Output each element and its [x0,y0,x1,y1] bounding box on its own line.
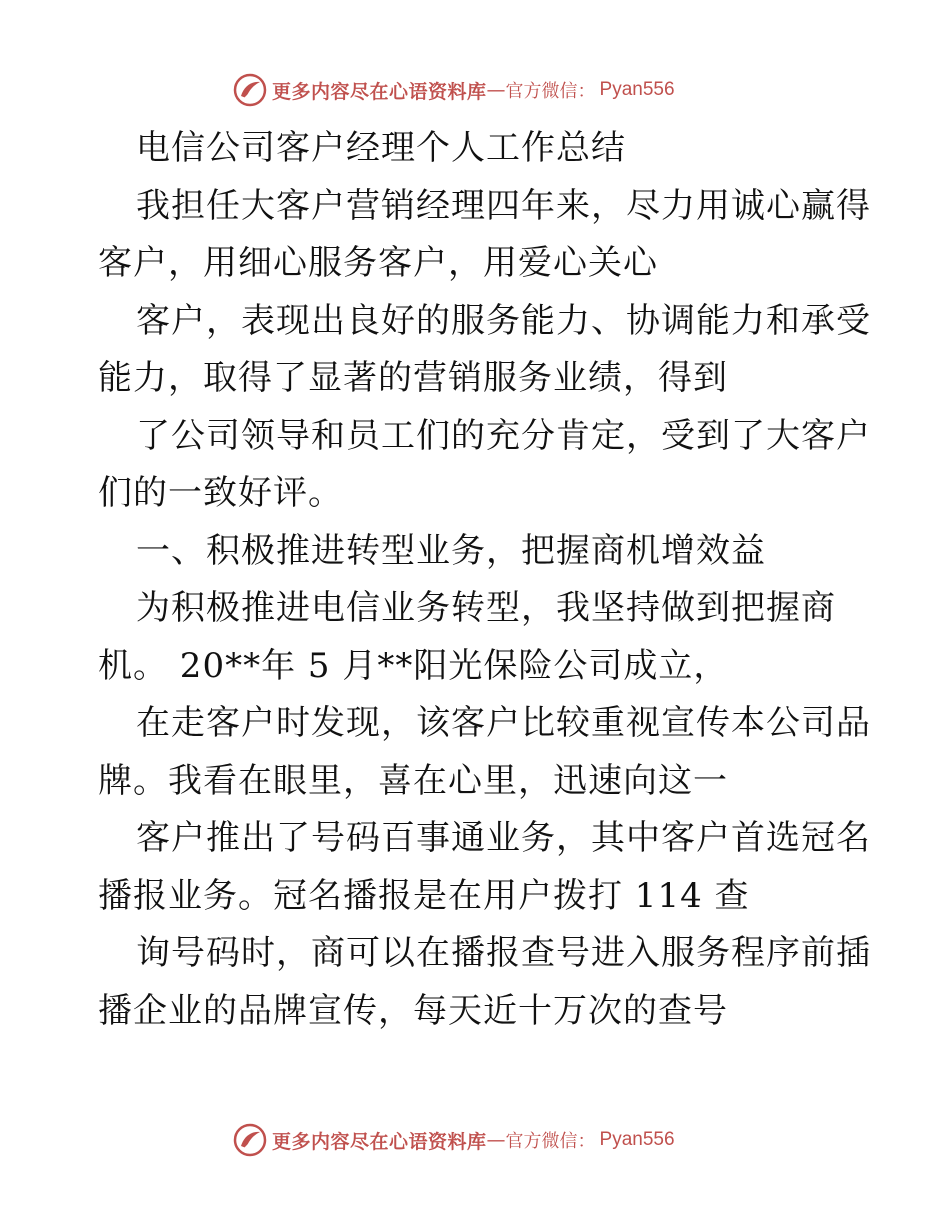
section-heading: 一、积极推进转型业务，把握商机增效益 [136,530,766,571]
paragraph-line: 机。 20**年 5 月**阳光保险公司成立， [98,645,729,686]
paragraph-line: 播报业务。冠名播报是在用户拨打 114 查 [98,875,750,916]
brand-logo-icon [232,72,268,108]
paragraph-line: 客户，表现出良好的服务能力、协调能力和承受 [136,300,871,341]
paragraph-line: 牌。我看在眼里，喜在心里，迅速向这一 [98,760,728,801]
banner-text: 更多内容尽在心语资料库 [272,1130,487,1153]
banner-text: 更多内容尽在心语资料库 [272,80,487,103]
paragraph-line: 客户推出了号码百事通业务，其中客户首选冠名 [136,818,871,858]
footer-watermark-banner [232,1122,675,1158]
paragraph-line: 我担任大客户营销经理四年来，尽力用诚心赢得 [136,185,871,226]
document-body [98,120,871,1040]
paragraph-line: 能力，取得了显著的营销服务业绩，得到 [98,358,728,398]
paragraph-line: 客户，用细心服务客户，用爱心关心 [98,243,658,283]
banner-wechat-id: Pyan556 [599,1129,675,1150]
paragraph-line: 们的一致好评。 [98,473,343,513]
paragraph-line: 询号码时，商可以在播报查号进入服务程序前插 [136,933,871,973]
paragraph-line: 为积极推进电信业务转型，我坚持做到把握商 [136,588,836,628]
banner-wechat-label: 官方微信： [505,1131,596,1152]
banner-wechat-id: Pyan556 [599,79,675,100]
paragraph-line: 播企业的品牌宣传，每天近十万次的查号 [98,990,728,1031]
paragraph-line: 了公司领导和员工们的充分肯定，受到了大客户 [136,415,871,456]
document-title: 电信公司客户经理个人工作总结 [136,128,626,168]
banner-wechat-label: 官方微信： [505,81,596,102]
brand-logo-icon [232,1122,268,1158]
header-watermark-banner [232,72,675,108]
banner-separator: — [486,1129,506,1151]
paragraph-line: 在走客户时发现，该客户比较重视宣传本公司品 [136,703,871,743]
banner-separator: — [486,79,506,101]
